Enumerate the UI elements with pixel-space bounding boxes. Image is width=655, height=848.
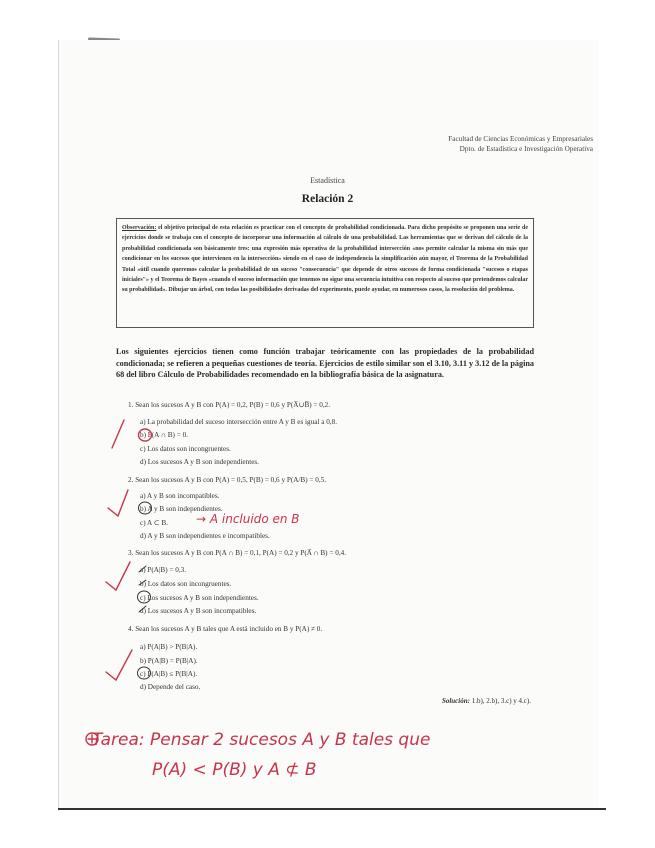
- question-2-stem: 2. Sean los sucesos A y B con P(A) = 0,5, P(B) = 0,6 y P(A/B) = 0,5.: [128, 476, 327, 484]
- question-2-option-d: d) A y B son independientes e incompatibles.: [140, 532, 270, 540]
- question-1-stem: 1. Sean los sucesos A y B con P(A) = 0,2, P(B) = 0,6 y P(A̅∪B̅) = 0,2.: [128, 401, 331, 409]
- question-3-option-b: b) Los datos son incongruentes.: [140, 580, 232, 588]
- solution-label: Solución:: [441, 697, 470, 705]
- handwritten-task-line-1: Tarea: Pensar 2 sucesos A y B tales que: [92, 730, 431, 750]
- handwritten-task-line-2: P(A) < P(B) y A ⊄ B: [152, 760, 317, 780]
- intro-paragraph: Los siguientes ejercicios tienen como función trabajar teóricamente con las propiedades de la probabilidad condicionada; se refieren a pequeñas cuestiones de teoría. Ejercicios de estilo similar son el 3.10, 3.11 y 3.12 de la página 68 del libro Cálculo de Probabilidades recomendado en la bibliografía básica de la asignatura.: [116, 347, 534, 380]
- page-title: Relación 2: [301, 193, 354, 205]
- question-1-option-a: a) La probabilidad del suceso intersección entre A y B es igual a 0,8.: [140, 418, 337, 426]
- question-4-stem: 4. Sean los sucesos A y B tales que A está incluido en B y P(A) ≠ 0.: [128, 625, 323, 633]
- question-3-option-d: d) Los sucesos A y B son incompatibles.: [140, 607, 257, 615]
- question-3-option-c: c) Los sucesos A y B son independientes.: [140, 594, 259, 602]
- question-3-option-a: a) P(A|B) = 0,3.: [140, 566, 187, 574]
- question-1-option-c: c) Los datos son incongruentes.: [140, 445, 231, 453]
- faculty-name: Facultad de Ciencias Económicas y Empresariales: [448, 135, 593, 143]
- question-4-option-a: a) P(A|B) > P(B|A).: [140, 643, 198, 651]
- observation-label: Observación:: [122, 225, 157, 231]
- question-4-option-c: c) P(A|B) ≤ P(B|A).: [140, 670, 198, 678]
- question-2-option-b: b) A y B son independientes.: [140, 505, 223, 513]
- question-4-option-b: b) P(A|B) = P(B|A).: [140, 657, 198, 665]
- observation-text: el objetivo principal de esta relación es practicar con el concepto de probabilidad condicionada. Para dicho propósito se proponen una serie de ejercicios donde se trabaja con el concepto de incorporar una información al cálculo de una probabilidad. Las herramientas que se derivan del cálculo de la probabilidad condicionada son básicamente tres: una expresión más operativa de la probabilidad intersección «nos permite calcular la misma sin más que condicionar en los sucesos que intervienen en la intersección» siendo en el caso de independencia la simplificación aún mayor, el Teorema de la Probabilidad Total «útil cuando queremos calcular la probabilidad de un suceso "consecuencia" que depende de otros sucesos de forma condicionada "sucesos o etapas iniciales"» y el Teorema de Bayes «cuando el suceso información que tenemos no sigue una secuencia intuitiva con respecto al suceso que pretendemos calcular su probabilidad». Dibujar un árbol, con todas las posibilidades derivadas del experimento, puede ayudar, en numerosos casos, la resolución del problema.: [122, 225, 528, 294]
- department-name: Dpto. de Estadística e Investigación Operativa: [459, 145, 593, 153]
- question-2-option-a: a) A y B son incompatibles.: [140, 492, 220, 500]
- observation-box: [116, 218, 534, 328]
- page-header: [448, 134, 593, 154]
- solution-text: 1.b), 2.b), 3.c) y 4.c).: [469, 697, 531, 705]
- solution-line: [442, 697, 531, 705]
- question-3-stem: 3. Sean los sucesos A y B con P(A ∩ B) = 0,1, P(A) = 0,2 y P(A̅ ∩ B) = 0,4.: [128, 549, 347, 557]
- question-2-option-c: c) A ⊂ B.: [140, 519, 168, 527]
- question-1-option-b: b) P(A ∩ B) = 0.: [140, 431, 188, 439]
- page-bottom-edge: [58, 808, 606, 810]
- question-1-option-d: d) Los sucesos A y B son independientes.: [140, 458, 259, 466]
- question-4-option-d: d) Depende del caso.: [140, 683, 201, 691]
- handwritten-note-q2: → A incluido en B: [196, 512, 300, 526]
- subject-title: Estadística: [310, 176, 345, 185]
